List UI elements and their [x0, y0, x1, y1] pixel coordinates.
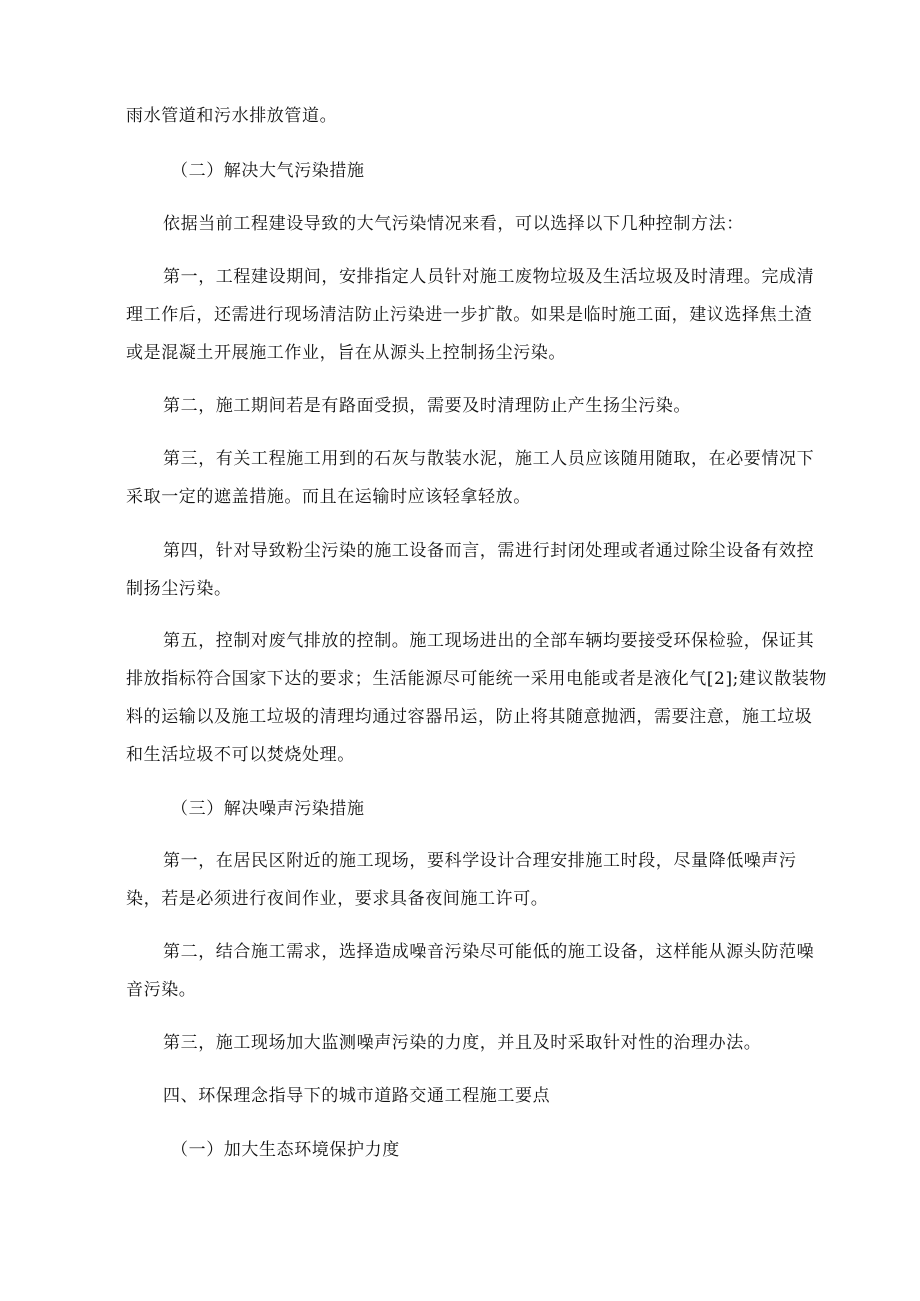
- body-text-line: 和生活垃圾不可以焚烧处理。: [126, 745, 355, 765]
- body-text-line: 第三，有关工程施工用到的石灰与散装水泥，施工人员应该随用随取，在必要情况下: [163, 449, 815, 469]
- body-text-line: 染，若是必须进行夜间作业，要求具备夜间施工许可。: [126, 889, 549, 909]
- body-text-line: 或是混凝土开展施工作业，旨在从源头上控制扬尘污染。: [126, 343, 566, 363]
- subheading-air-pollution: （二）解决大气污染措施: [171, 161, 365, 181]
- body-text-line: 排放指标符合国家下达的要求；生活能源尽可能统一采用电能或者是液化气[2];建议散装物: [126, 669, 828, 689]
- body-text-line: 第四，针对导致粉尘污染的施工设备而言，需进行封闭处理或者通过除尘设备有效控: [163, 541, 815, 561]
- body-text-line: 第三，施工现场加大监测噪声污染的力度，并且及时采取针对性的治理办法。: [163, 1033, 762, 1053]
- body-text-line: 依据当前工程建设导致的大气污染情况来看，可以选择以下几种控制方法：: [163, 214, 744, 234]
- body-text-line: 采取一定的遮盖措施。而且在运输时应该轻拿轻放。: [126, 487, 531, 507]
- body-text-line: 第二，结合施工需求，选择造成噪音污染尽可能低的施工设备，这样能从源头防范噪: [163, 942, 815, 962]
- body-text-line: 第一，工程建设期间，安排指定人员针对施工废物垃圾及生活垃圾及时清理。完成清: [163, 267, 815, 287]
- subheading-ecology: （一）加大生态环境保护力度: [171, 1140, 400, 1160]
- body-text-line: 制扬尘污染。: [126, 579, 232, 599]
- body-text-line: 料的运输以及施工垃圾的清理均通过容器吊运，防止将其随意抛洒，需要注意，施工垃圾: [126, 707, 813, 727]
- body-text-line: 第二，施工期间若是有路面受损，需要及时清理防止产生扬尘污染。: [163, 396, 691, 416]
- body-text-line: 第一，在居民区附近的施工现场，要科学设计合理安排施工时段，尽量降低噪声污: [163, 851, 797, 871]
- section-heading: 四、环保理念指导下的城市道路交通工程施工要点: [163, 1086, 551, 1106]
- body-text-line: 理工作后，还需进行现场清洁防止污染进一步扩散。如果是临时施工面，建议选择焦土渣: [126, 305, 813, 325]
- subheading-noise-pollution: （三）解决噪声污染措施: [171, 799, 365, 819]
- body-text-line: 雨水管道和污水排放管道。: [126, 106, 338, 126]
- body-text-line: 第五，控制对废气排放的控制。施工现场进出的全部车辆均要接受环保检验，保证其: [163, 631, 815, 651]
- body-text-line: 音污染。: [126, 980, 197, 1000]
